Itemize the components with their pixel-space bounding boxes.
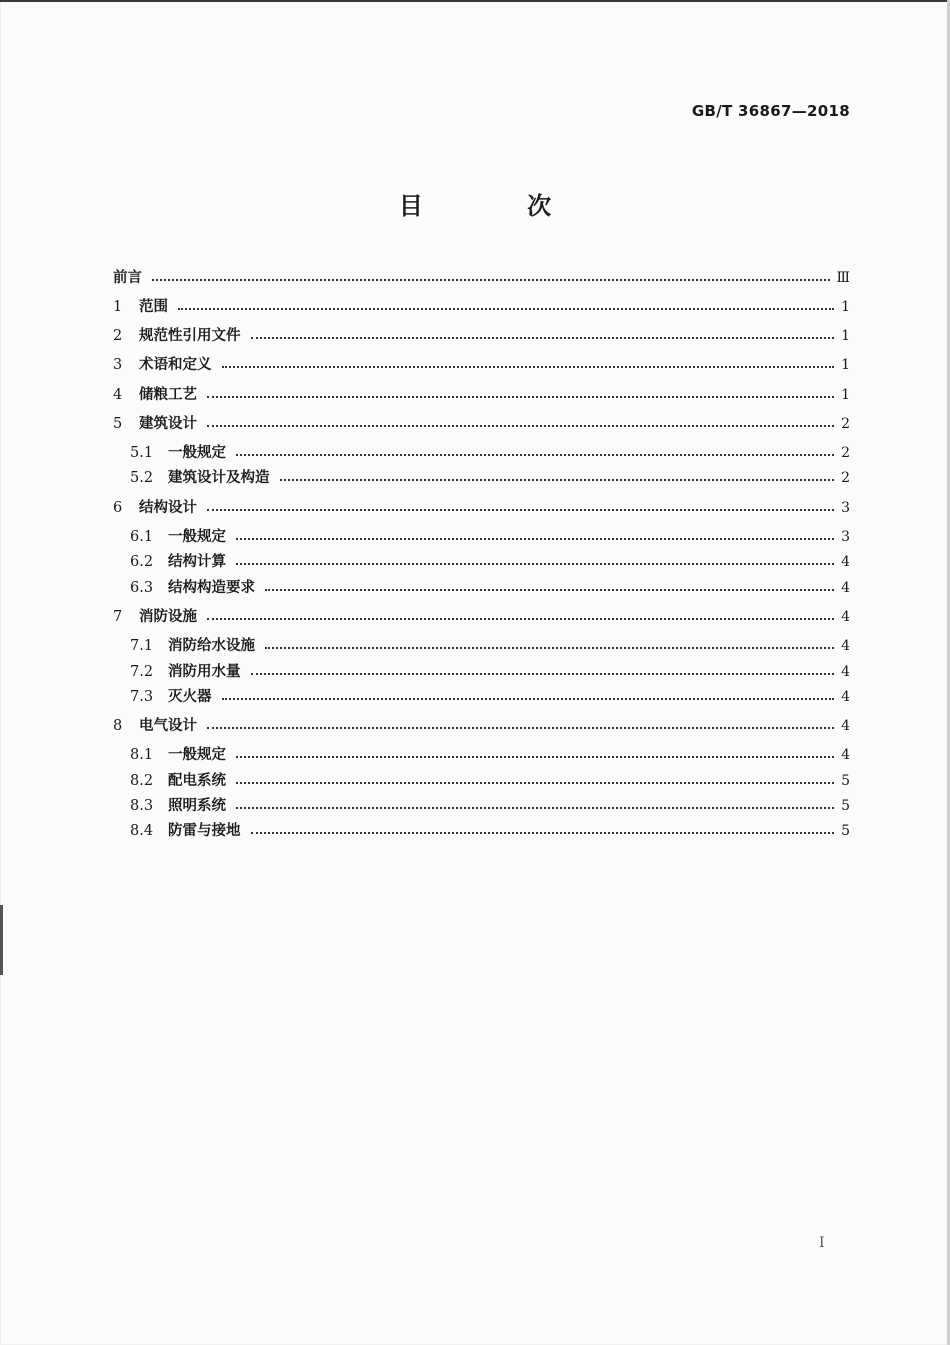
toc-entry-5-1[interactable] [130,442,850,464]
toc-entry-page: 2 [841,470,850,486]
dot-leader [251,831,835,834]
toc-entry-label: 范围 [139,298,168,315]
toc-entry-number: 7.2 [130,664,154,680]
toc-entry-number: 5.2 [130,470,154,486]
toc-entry-page: 1 [841,357,850,373]
toc-entry-label: 防雷与接地 [168,822,241,839]
toc-entry-2[interactable] [113,325,850,347]
toc-title: 目 次 [398,192,600,220]
toc-entry-page: 2 [841,416,850,432]
dot-leader [265,646,834,649]
toc-entry-7[interactable] [113,606,850,628]
toc-entry-number: 6.1 [130,529,154,545]
toc-entry-6-1[interactable] [130,526,850,548]
toc-entry-number: 6.2 [130,554,154,570]
toc-entry-label: 建筑设计及构造 [168,469,270,486]
toc-entry-label: 照明系统 [168,797,226,814]
toc-entry-page: 5 [841,773,850,789]
toc-entry-label: 电气设计 [139,717,197,734]
scan-top-edge [0,0,950,2]
toc-entry-number: 7.1 [130,638,154,654]
toc-entry-label: 消防用水量 [168,663,241,680]
toc-entry-page: 4 [841,580,850,596]
dot-leader [236,781,834,784]
toc-entry-label: 结构设计 [139,499,197,516]
toc-entry-label: 建筑设计 [139,415,197,432]
toc-entry-number: 5 [113,416,123,432]
toc-entry-page: 1 [841,328,850,344]
toc-entry-page: 3 [841,500,850,516]
toc-entry-label: 储粮工艺 [139,386,197,403]
toc-entry-page: 5 [841,798,850,814]
dot-leader [207,617,834,620]
toc-entry-label: 结构计算 [168,553,226,570]
dot-leader [222,365,835,368]
toc-entry-number: 4 [113,387,123,403]
toc-entry-foreword[interactable] [113,267,850,289]
toc-entry-label: 一般规定 [168,444,226,461]
toc-entry-label: 消防设施 [139,608,197,625]
dot-leader [236,537,834,540]
toc-entry-3[interactable] [113,354,850,376]
toc-entry-label: 前言 [113,269,142,286]
toc-entry-page: 1 [841,387,850,403]
dot-leader [236,806,834,809]
toc-entry-number: 7.3 [130,689,154,705]
toc-entry-number: 8.4 [130,823,154,839]
toc-entry-number: 5.1 [130,445,154,461]
document-number: GB/T 36867—2018 [691,102,850,120]
toc-entry-label: 规范性引用文件 [139,327,241,344]
toc-entry-page: 4 [841,664,850,680]
toc-entry-page: 5 [841,823,850,839]
dot-leader [236,755,834,758]
dot-leader [236,453,834,456]
toc-entry-number: 8 [113,718,123,734]
toc-entry-8-4[interactable] [130,820,850,842]
dot-leader [207,726,834,729]
toc-entry-page: Ⅲ [836,270,850,286]
dot-leader [207,508,834,511]
toc-entry-label: 一般规定 [168,746,226,763]
toc-entry-number: 3 [113,357,123,373]
toc-entry-6-3[interactable] [130,577,850,599]
toc-entry-6[interactable] [113,497,850,519]
dot-leader [251,336,835,339]
dot-leader [236,562,834,565]
toc-entry-label: 消防给水设施 [168,637,255,654]
toc-entry-page: 4 [841,609,850,625]
dot-leader [222,697,835,700]
toc-entry-page: 2 [841,445,850,461]
dot-leader [152,278,830,281]
toc-entry-8[interactable] [113,715,850,737]
toc-entry-number: 8.1 [130,747,154,763]
toc-entry-label: 结构构造要求 [168,579,255,596]
dot-leader [207,424,834,427]
toc-entry-8-1[interactable] [130,744,850,766]
toc-entry-page: 4 [841,554,850,570]
toc-entry-number: 1 [113,299,123,315]
dot-leader [280,478,835,481]
toc-entry-number: 8.2 [130,773,154,789]
scan-left-mark [0,905,3,975]
toc-entry-7-1[interactable] [130,635,850,657]
dot-leader [207,395,834,398]
toc-entry-page: 4 [841,718,850,734]
toc-entry-label: 术语和定义 [139,356,212,373]
page-number: I [819,1235,825,1251]
toc-entry-number: 6.3 [130,580,154,596]
toc-entry-5[interactable] [113,413,850,435]
toc-entry-8-2[interactable] [130,770,850,792]
toc-entry-page: 4 [841,747,850,763]
toc-entry-label: 灭火器 [168,688,212,705]
toc-entry-7-2[interactable] [130,661,850,683]
toc-entry-number: 6 [113,500,123,516]
dot-leader [178,307,834,310]
toc-entry-5-2[interactable] [130,467,850,489]
toc-entry-1[interactable] [113,296,850,318]
toc-entry-page: 4 [841,689,850,705]
toc-entry-number: 8.3 [130,798,154,814]
toc-entry-page: 3 [841,529,850,545]
toc-entry-8-3[interactable] [130,795,850,817]
toc-entry-number: 2 [113,328,123,344]
toc-entry-page: 1 [841,299,850,315]
toc-entry-label: 一般规定 [168,528,226,545]
toc-entry-6-2[interactable] [130,551,850,573]
dot-leader [265,588,834,591]
toc-entry-page: 4 [841,638,850,654]
dot-leader [251,672,835,675]
toc-entry-4[interactable] [113,384,850,406]
toc-entry-7-3[interactable] [130,686,850,708]
toc-entry-label: 配电系统 [168,772,226,789]
toc-entry-number: 7 [113,609,123,625]
